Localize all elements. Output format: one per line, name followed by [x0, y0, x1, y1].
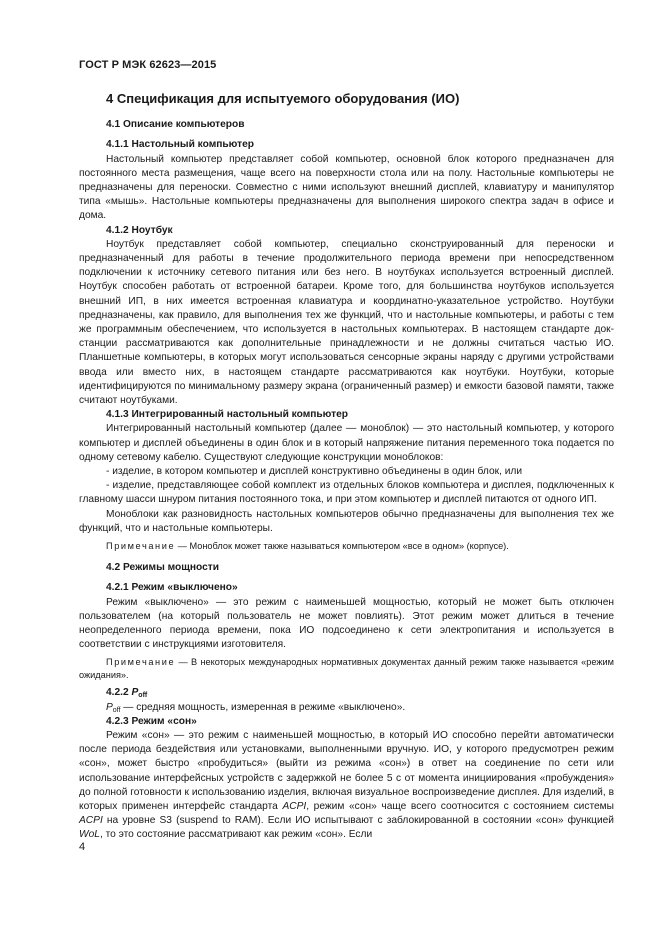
- acpi-term: ACPI: [79, 815, 103, 827]
- page-content: [79, 89, 614, 843]
- note-text: Моноблок может также называться компьютером «все в одном» (корпусе).: [189, 541, 509, 552]
- section-4-1-3-list-item-1: - изделие, в котором компьютер и дисплей конструктивно объединены в один блок, или: [106, 466, 523, 478]
- text-run: на уровне S3 (suspend to RAM). Если ИО испытывают с заблокированной в состоянии «сон» функцией: [102, 815, 614, 827]
- section-4-1-2-paragraph: Ноутбук представляет собой компьютер, специально сконструированный для переноски и предназначенный для работы в течение продолжительного периода времени при непосредственном подключении к источнику сетевого питания или без него. В ноутбуках используется встроенный дисплей. Ноутбук способен работать от встроенной батареи. Кроме того, для большинства ноутбуков используется внешний ИП, в них имеется встроенная клавиатура и координатно-указательное устройство. Ноутбуки предназначены, как правило, для выполнения тех же функций, что и настольные компьютеры, и работы с тем же программным обеспечением, что используется в настольных компьютерах. В настоящем стандарте док-станции рассматриваются как дополнительные принадлежности и не должны считаться частью ИО. Планшетные компьютеры, в которых могут использоваться сенсорные экраны наряду с другими устройствами ввода или вместо них, в настоящем стандарте рассматриваются как ноутбуки. Ноутбуки, которые идентифицируются по минимальному размеру экрана (ограниченный размер) и емкости базовой памяти, также считают ноутбуками.: [79, 238, 614, 407]
- section-4-2-title: 4.2 Режимы мощности: [106, 562, 219, 574]
- section-4-1-2-title: 4.1.2 Ноутбук: [106, 224, 173, 236]
- text-run: , режим «сон» чаще всего соотносится с состоянием системы: [306, 800, 614, 812]
- section-4-2-3-paragraph: [79, 729, 614, 843]
- section-4-2-1-title: 4.2.1 Режим «выключено»: [106, 582, 238, 594]
- text-run: Режим «сон» — это режим с наименьшей мощностью, в который ИО способно перейти автоматически после периода бездействия или установками, выполненными вручную. ИО, у которого предусмотрен режим «сон», может быстро «пробудиться» (выйти из режима «сон») в ответ на соединение по сети или использование интерфейсных устройств с задержкой не более 5 с от момента инициирования «пробуждения» до полной готовности к использованию изделия, включая визуальное воспроизведение дисплея. Для изделий, в которых применен интерфейс стандарта: [79, 729, 614, 812]
- note-dash: —: [175, 541, 190, 552]
- note-dash: —: [175, 657, 192, 668]
- section-number: 4.2.2: [106, 687, 132, 699]
- section-4-1-1-paragraph: Настольный компьютер представляет собой компьютер, основной блок которого предназначен для постоянного места размещения, чаще всего на поверхности стола или на полу. Настольные компьютеры не предназначены для переноски. Совместно с ними используют внешний дисплей, клавиатуру и манипулятор типа «мышь». Настольные компьютеры предназначены для выполнения широкого спектра задач в офисе и дома.: [79, 153, 614, 222]
- note-label: Примечание: [106, 541, 176, 552]
- section-4-2-1-note: [79, 656, 614, 682]
- section-4-2-3-title: 4.2.3 Режим «сон»: [106, 715, 197, 727]
- section-4-1-3-paragraph-1: Интегрированный настольный компьютер (далее — моноблок) — это настольный компьютер, у которого компьютер и дисплей объединены в один блок и в который напряжение питания переменного тока подается по одному сетевому кабелю. Существуют следующие конструкции моноблоков:: [79, 423, 614, 463]
- section-4-1-3-list-item-2: - изделие, представляющее собой комплект из отдельных блоков компьютера и дисплея, подключенных к главному шасси шнуром питания постоянного тока, и при этом компьютер и дисплей питаются от одного ИП.: [79, 480, 614, 506]
- power-subscript: off: [112, 706, 121, 714]
- section-4-2-1-paragraph: Режим «выключено» — это режим с наименьшей мощностью, который не может быть отключен пользователем (на который пользователь не может повлиять). Этот режим может длиться в течение неопределенного периода времени, пока ИО подсоединено к сети электропитания и используется в соответствии с инструкциями изготовителя.: [79, 596, 614, 651]
- acpi-term: ACPI: [282, 800, 307, 812]
- page-number: 4: [79, 841, 86, 853]
- document-header: ГОСТ Р МЭК 62623—2015: [79, 59, 217, 71]
- section-4-2-2-title: [106, 686, 614, 700]
- power-subscript: off: [138, 692, 148, 700]
- text-run: , то это состояние рассматривают как режим «сон». Если: [99, 829, 373, 841]
- section-4-1-3-note: [79, 540, 614, 553]
- section-4-1-3-paragraph-2: Моноблоки как разновидность настольных компьютеров обычно предназначены для выполнения тех же функций, что и настольные компьютеры.: [79, 508, 614, 534]
- definition-text: — средняя мощность, измеренная в режиме «выключено».: [120, 701, 406, 713]
- section-4-title: 4 Спецификация для испытуемого оборудования (ИО): [106, 91, 460, 106]
- section-4-1-1-title: 4.1.1 Настольный компьютер: [106, 139, 255, 151]
- wol-term: WoL: [79, 829, 100, 841]
- note-label: Примечание: [106, 657, 176, 668]
- section-4-2-2-paragraph: [79, 701, 614, 715]
- section-4-1-3-title: 4.1.3 Интегрированный настольный компьютер: [106, 409, 349, 421]
- note-text: В некоторых международных нормативных документах данный режим также называется «режим ожидания».: [79, 657, 614, 681]
- power-symbol: P: [106, 701, 113, 713]
- section-4-1-title: 4.1 Описание компьютеров: [106, 119, 245, 131]
- power-symbol: P: [131, 687, 139, 699]
